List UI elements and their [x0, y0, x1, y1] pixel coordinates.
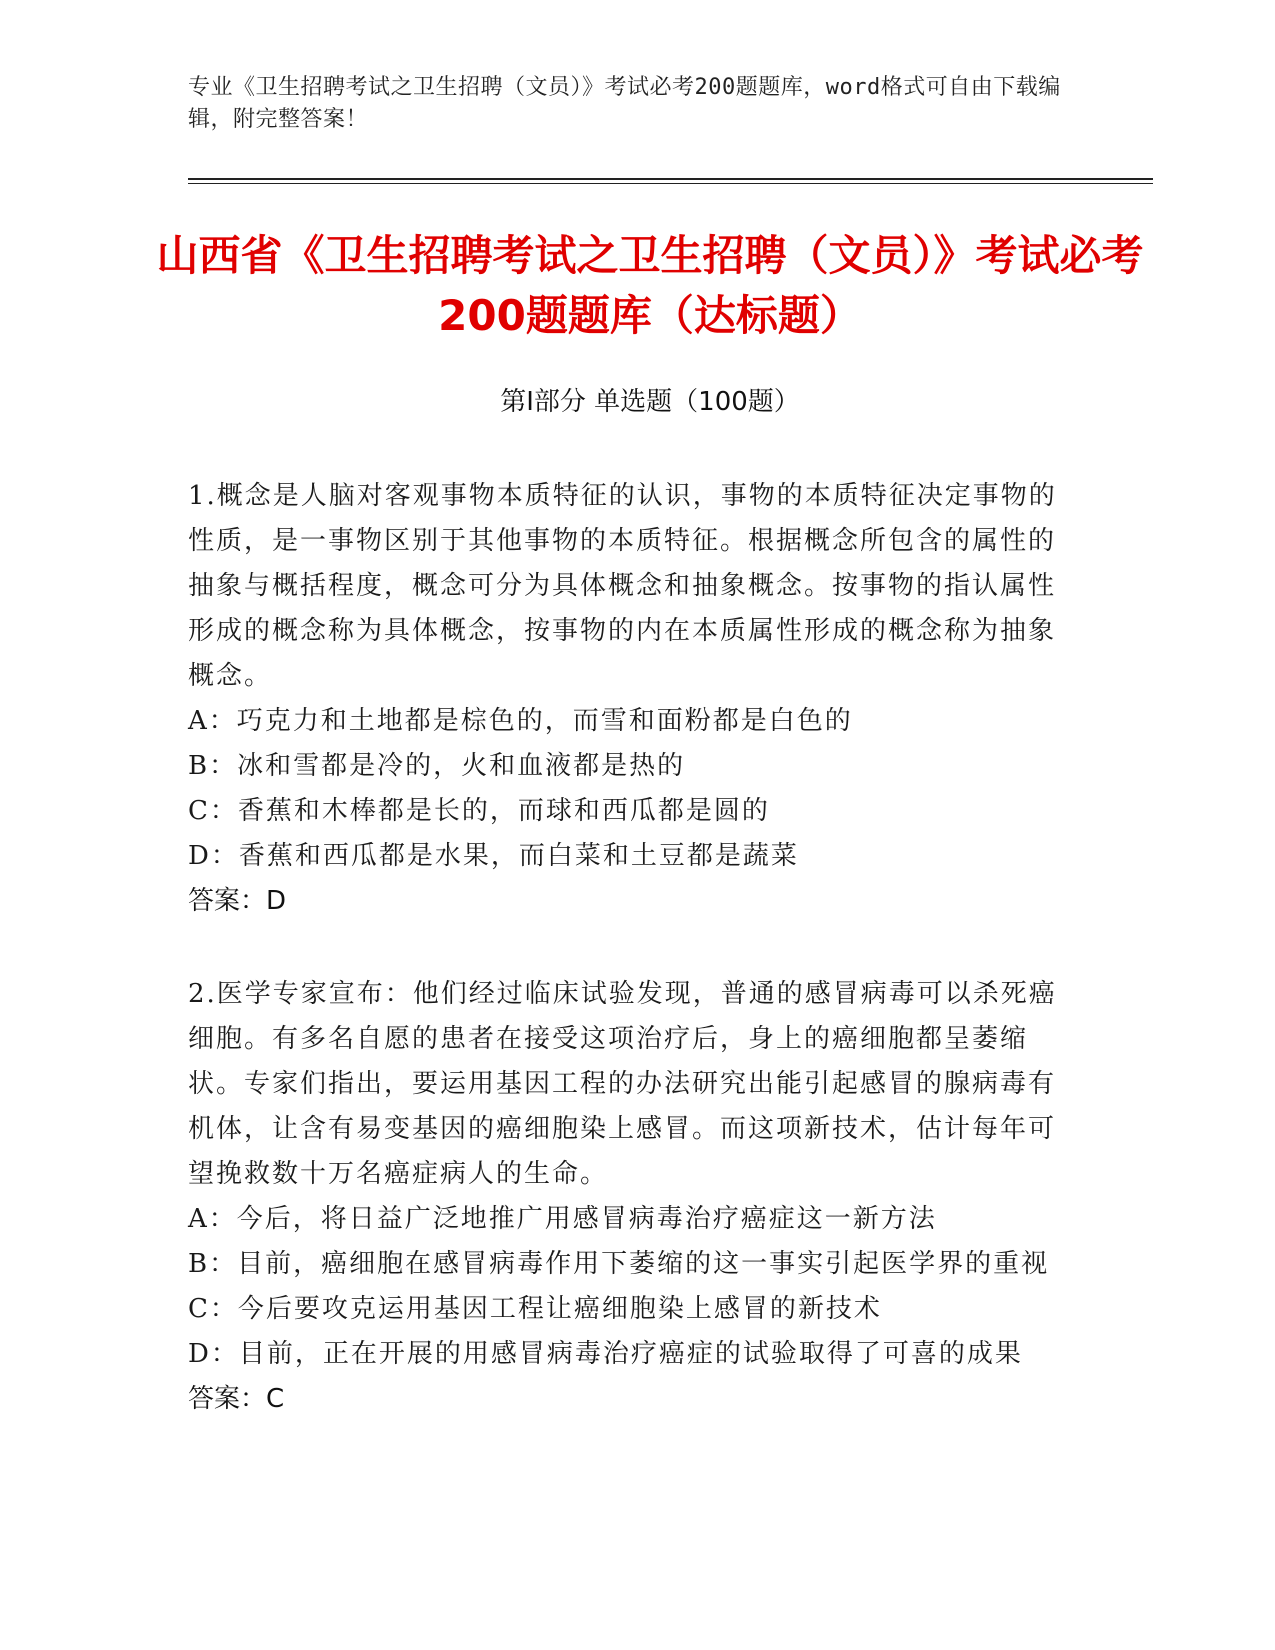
option-d: D：香蕉和西瓜都是水果，而白菜和土豆都是蔬菜 [188, 841, 799, 871]
option-b: B：目前，癌细胞在感冒病毒作用下萎缩的这一事实引起医学界的重视 [188, 1249, 1050, 1279]
question-item [188, 972, 1068, 1422]
option-d: D：目前，正在开展的用感冒病毒治疗癌症的试验取得了可喜的成果 [188, 1339, 1023, 1369]
question-item [188, 474, 1068, 924]
answer-line: 答案：D [188, 886, 287, 916]
header-divider [188, 178, 1153, 180]
header-divider-thin [188, 183, 1153, 184]
header-note: 专业《卫生招聘考试之卫生招聘（文员）》考试必考200题题库，word格式可自由下载编辑，附完整答案！ [188, 75, 1061, 132]
document-title: 山西省《卫生招聘考试之卫生招聘（文员）》考试必考200题题库（达标题） [156, 231, 1144, 340]
answer-line: 答案：C [188, 1384, 285, 1414]
section-heading: 第Ⅰ部分 单选题（100题） [500, 387, 800, 417]
question-text: 1.概念是人脑对客观事物本质特征的认识，事物的本质特征决定事物的性质，是一事物区别于其他事物的本质特征。根据概念所包含的属性的抽象与概括程度，概念可分为具体概念和抽象概念。按事物的指认属性形成的概念称为具体概念，按事物的内在本质属性形成的概念称为抽象概念。 [188, 481, 1057, 691]
question-text: 2.医学专家宣布：他们经过临床试验发现，普通的感冒病毒可以杀死癌细胞。有多名自愿的患者在接受这项治疗后，身上的癌细胞都呈萎缩状。专家们指出，要运用基因工程的办法研究出能引起感冒的腺病毒有机体，让含有易变基因的癌细胞染上感冒。而这项新技术，估计每年可望挽救数十万名癌症病人的生命。 [188, 979, 1057, 1189]
option-c: C：香蕉和木棒都是长的，而球和西瓜都是圆的 [188, 796, 770, 826]
option-a: A：今后，将日益广泛地推广用感冒病毒治疗癌症这一新方法 [188, 1204, 937, 1234]
option-b: B：冰和雪都是冷的，火和血液都是热的 [188, 751, 686, 781]
option-a: A：巧克力和土地都是棕色的，而雪和面粉都是白色的 [188, 706, 853, 736]
option-c: C：今后要攻克运用基因工程让癌细胞染上感冒的新技术 [188, 1294, 882, 1324]
